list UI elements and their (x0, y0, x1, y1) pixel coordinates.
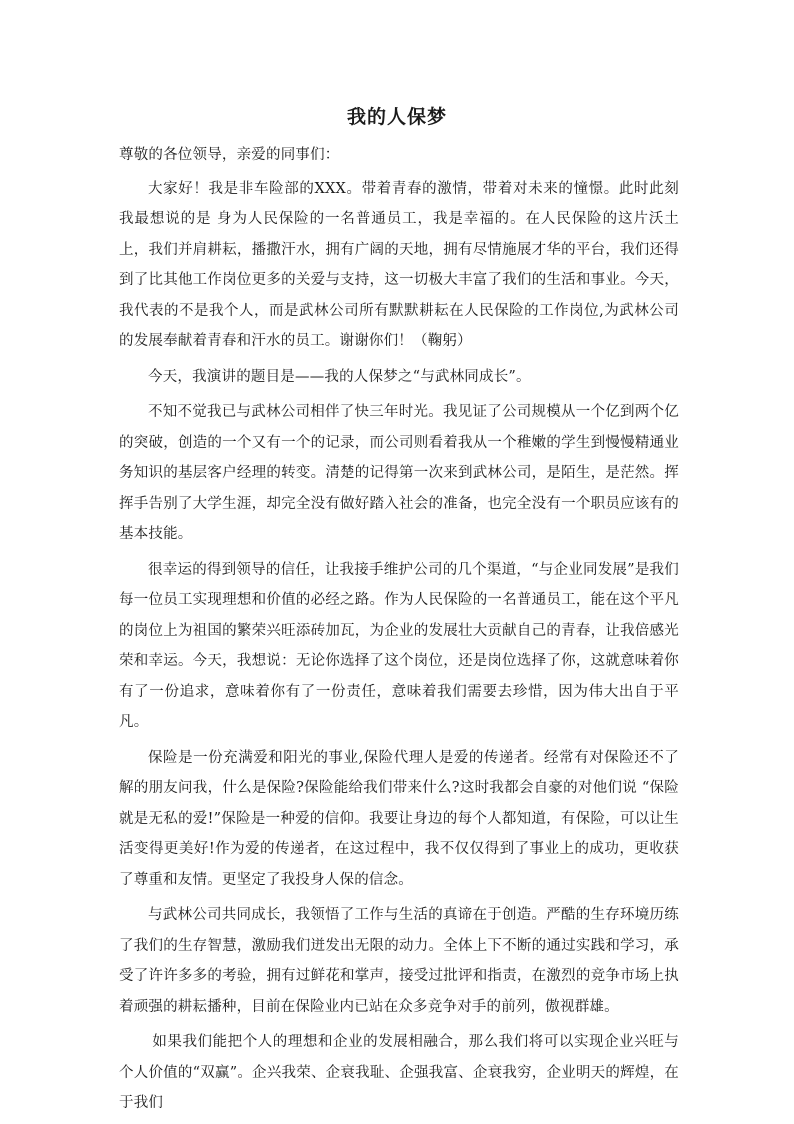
document-title: 我的人保梦 (346, 106, 447, 128)
paragraph: 很幸运的得到领导的信任，让我接手维护公司的几个渠道，“与企业同发展”是我们每一位员工实现理想和价值的必经之路。作为人民保险的一名普通员工，能在这个平凡的岗位上为祖国的繁荣兴旺添砖加瓦，为企业的发展壮大贡献自己的青春，让我倍感光荣和幸运。今天，我想说：无论你选择了这个岗位，还是岗位选择了你，这就意味着你有了一份追求，意味着你有了一份责任，意味着我们需要去珍惜，因为伟大出自于平凡。 (119, 561, 679, 730)
paragraph: 如果我们能把个人的理想和企业的发展相融合，那么我们将可以实现企业兴旺与个人价值的“双赢”。企兴我荣、企衰我耻、企强我富、企衰我穷，企业明天的辉煌，在于我们 (119, 1034, 679, 1111)
document-body (119, 140, 679, 1124)
paragraph: 保险是一份充满爱和阳光的事业,保险代理人是爱的传递者。经常有对保险还不了解的朋友问我，什么是保险?保险能给我们带来什么?这时我都会自豪的对他们说 “保险就是无私的爱!”保险是一种爱的信仰。我要让身边的每个人都知道，有保险，可以让生活变得更美好!作为爱的传递者，在这过程中，我不仅仅得到了事业上的成功，更收获了尊重和友情。更坚定了我投身人保的信念。 (119, 749, 679, 888)
paragraph: 大家好！我是非车险部的XXX。带着青春的激情，带着对未来的憧憬。此时此刻我最想说的是 身为人民保险的一名普通员工，我是幸福的。在人民保险的这片沃土上，我们并肩耕耘，播撒汗水，拥有广阔的天地，拥有尽情施展才华的平台，我们还得到了比其他工作岗位更多的关爱与支持，这一切极大丰富了我们的生活和事业。今天，我代表的不是我个人，而是武林公司所有默默耕耘在人民保险的工作岗位,为武林公司的发展奉献着青春和汗水的员工。谢谢你们！（鞠躬） (119, 180, 679, 349)
paragraph: 今天，我演讲的题目是——我的人保梦之“与武林同成长”。 (148, 368, 531, 385)
salutation: 尊敬的各位领导，亲爱的同事们： (119, 147, 340, 163)
paragraph: 与武林公司共同成长，我领悟了工作与生活的真谛在于创造。严酷的生存环境历练了我们的生存智慧，激励我们迸发出无限的动力。全体上下不断的通过实践和学习，承受了许许多多的考验，拥有过鲜花和掌声，接受过批评和指责，在激烈的竞争市场上执着顽强的耕耘播种，目前在保险业内已站在众多竞争对手的前列，傲视群雄。 (119, 907, 679, 1015)
paragraph: 不知不觉我已与武林公司相伴了快三年时光。我见证了公司规模从一个亿到两个亿的突破，创造的一个又有一个的记录，而公司则看着我从一个稚嫩的学生到慢慢精通业务知识的基层客户经理的转变。清楚的记得第一次来到武林公司，是陌生，是茫然。挥挥手告别了大学生涯，却完全没有做好踏入社会的准备，也完全没有一个职员应该有的基本技能。 (119, 404, 679, 542)
